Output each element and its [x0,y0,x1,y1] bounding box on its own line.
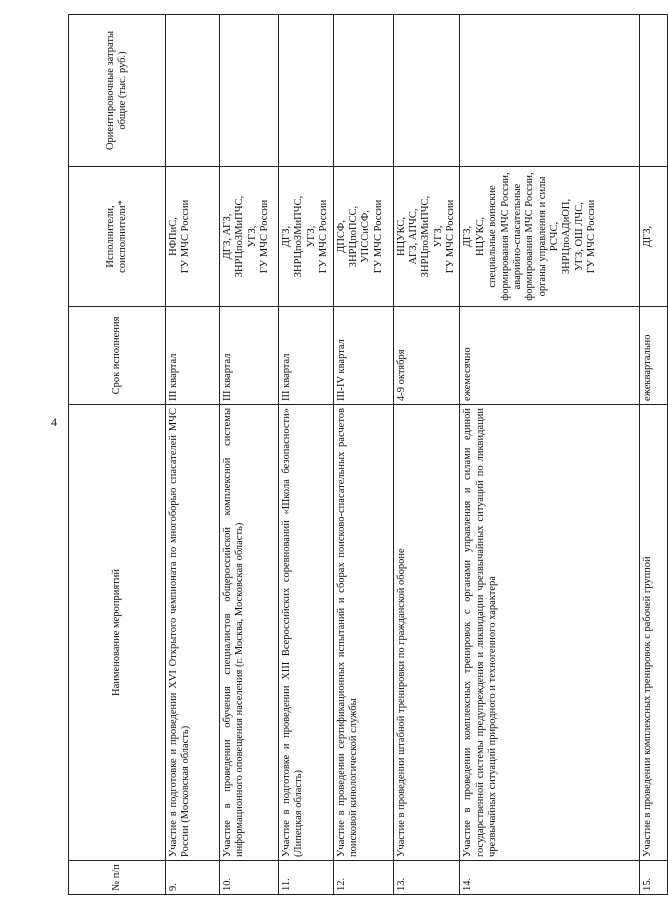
event-cost [279,15,334,167]
table-row [166,15,220,895]
executor-line: специальные воинские формирования МЧС России, [487,172,511,301]
event-executors [393,167,460,307]
table-wrapper [68,15,654,895]
executor-line: ЗНРЦпоАДиОП, [561,198,573,275]
executor-line: ДГЗ, [642,225,654,248]
event-cost [166,15,220,167]
event-executors [333,167,393,307]
executor-line: ДГЗ, [462,225,474,248]
event-executors [460,167,640,307]
event-name: Участие в проведении комплексных тренировок с органами управления и силами единой государственной системы предупреждения и ликвидации чрезвычайных ситуаций по ликвидации чрезвычайных ситуаций природного и техногенного характера [460,405,640,861]
event-term: III квартал [220,307,279,405]
event-name: Участие в проведении сертификационных испытаний и сборах поисково-спасательных расчетов поисковой кинологической службы [333,405,393,861]
table-row [460,15,640,895]
executor-line: ГУ МЧС России [318,199,330,274]
event-cost [393,15,460,167]
executor-line: НФПиС, [168,217,179,256]
executor-line: УПССиСФ, [360,210,372,263]
table-row [279,15,334,895]
event-executors [279,167,334,307]
row-number: 14. [460,861,640,895]
row-number: 9. [166,861,220,895]
event-executors [640,167,668,307]
event-name: Участие в проведении комплексных тренировок с рабочей группой [640,405,668,861]
event-cost [460,15,640,167]
table-row [220,15,279,895]
event-term: ежемесячно [460,307,640,405]
row-number: 15. [640,861,668,895]
executor-line: ГУ МЧС России [445,199,456,274]
header-term: Срок исполнения [69,307,166,405]
header-num: № п/п [69,861,166,895]
event-cost [333,15,393,167]
header-exec: Исполнители, соисполнители* [69,167,166,307]
event-name: Участие в подготовке и проведении XVI Открытого чемпионата по многоборью спасателей МЧС России (Московская область) [166,405,220,861]
page-number: 4 [51,415,57,429]
executor-line: ГУ МЧС России [586,199,598,274]
executor-line: ДПСФ, [335,220,347,253]
event-name: Участие в проведении штабной тренировки по гражданской обороне [393,405,460,861]
executor-line: ЗНРЦпоЗМиПЧС, [420,195,432,278]
table-row [640,15,668,895]
header-name: Наименование мероприятий [69,405,166,861]
event-term: III-IV квартал [333,307,393,405]
event-executors [220,167,279,307]
executor-line: УГЗ, [432,225,444,248]
header-row [69,15,166,895]
event-cost [640,15,668,167]
row-number: 12. [333,861,393,895]
event-term: 4-9 октября [393,307,460,405]
executor-line: ЗНРЦпоЗМиПЧС, [293,195,305,278]
executor-line: аварийно-спасательные формирования МЧС России, [511,172,536,301]
event-name: Участие в подготовке и проведении XIII Всероссийских соревнований «Школа безопасности» (Липецкая область) [279,405,334,861]
row-number: 13. [393,861,460,895]
executor-line: ЗНРЦпоЗМиПЧС, [234,195,246,278]
executor-line: ГУ МЧС России [372,199,384,274]
executor-line: ГУ МЧС России [259,199,271,274]
executor-line: УГЗ, ОШ ЛЧС, [573,202,585,271]
rotated-page-area [68,15,654,895]
executor-line: ДГЗ, АГЗ, [222,213,233,260]
table-row [333,15,393,895]
table-row [393,15,460,895]
row-number: 11. [279,861,334,895]
row-number: 10. [220,861,279,895]
event-term: ежеквартально [640,307,668,405]
event-term: III квартал [279,307,334,405]
event-term: III квартал [166,307,220,405]
executor-line: АГЗ, АПЧС, [407,208,419,265]
event-name: Участие в проведении обучения специалистов общероссийской комплексной системы информационного оповещения населения (г. Москва, Московская область) [220,405,279,861]
events-table [68,14,668,895]
executor-line: УГЗ, [305,225,317,248]
executor-line: ДГЗ, [281,225,292,248]
executor-line: НЦУКС, [474,217,486,256]
executor-line: НЦУКС, [395,217,407,256]
executor-line: органы управления и силы РСЧС, [536,176,560,297]
executor-line: ЗНРЦпоПСС, [347,205,359,268]
header-cost: Ориентировочные затраты общие (тыс. руб.) [69,15,166,167]
executor-line: ГУ МЧС России [180,199,192,274]
event-executors [166,167,220,307]
executor-line: УГЗ, [246,225,258,248]
event-cost [220,15,279,167]
